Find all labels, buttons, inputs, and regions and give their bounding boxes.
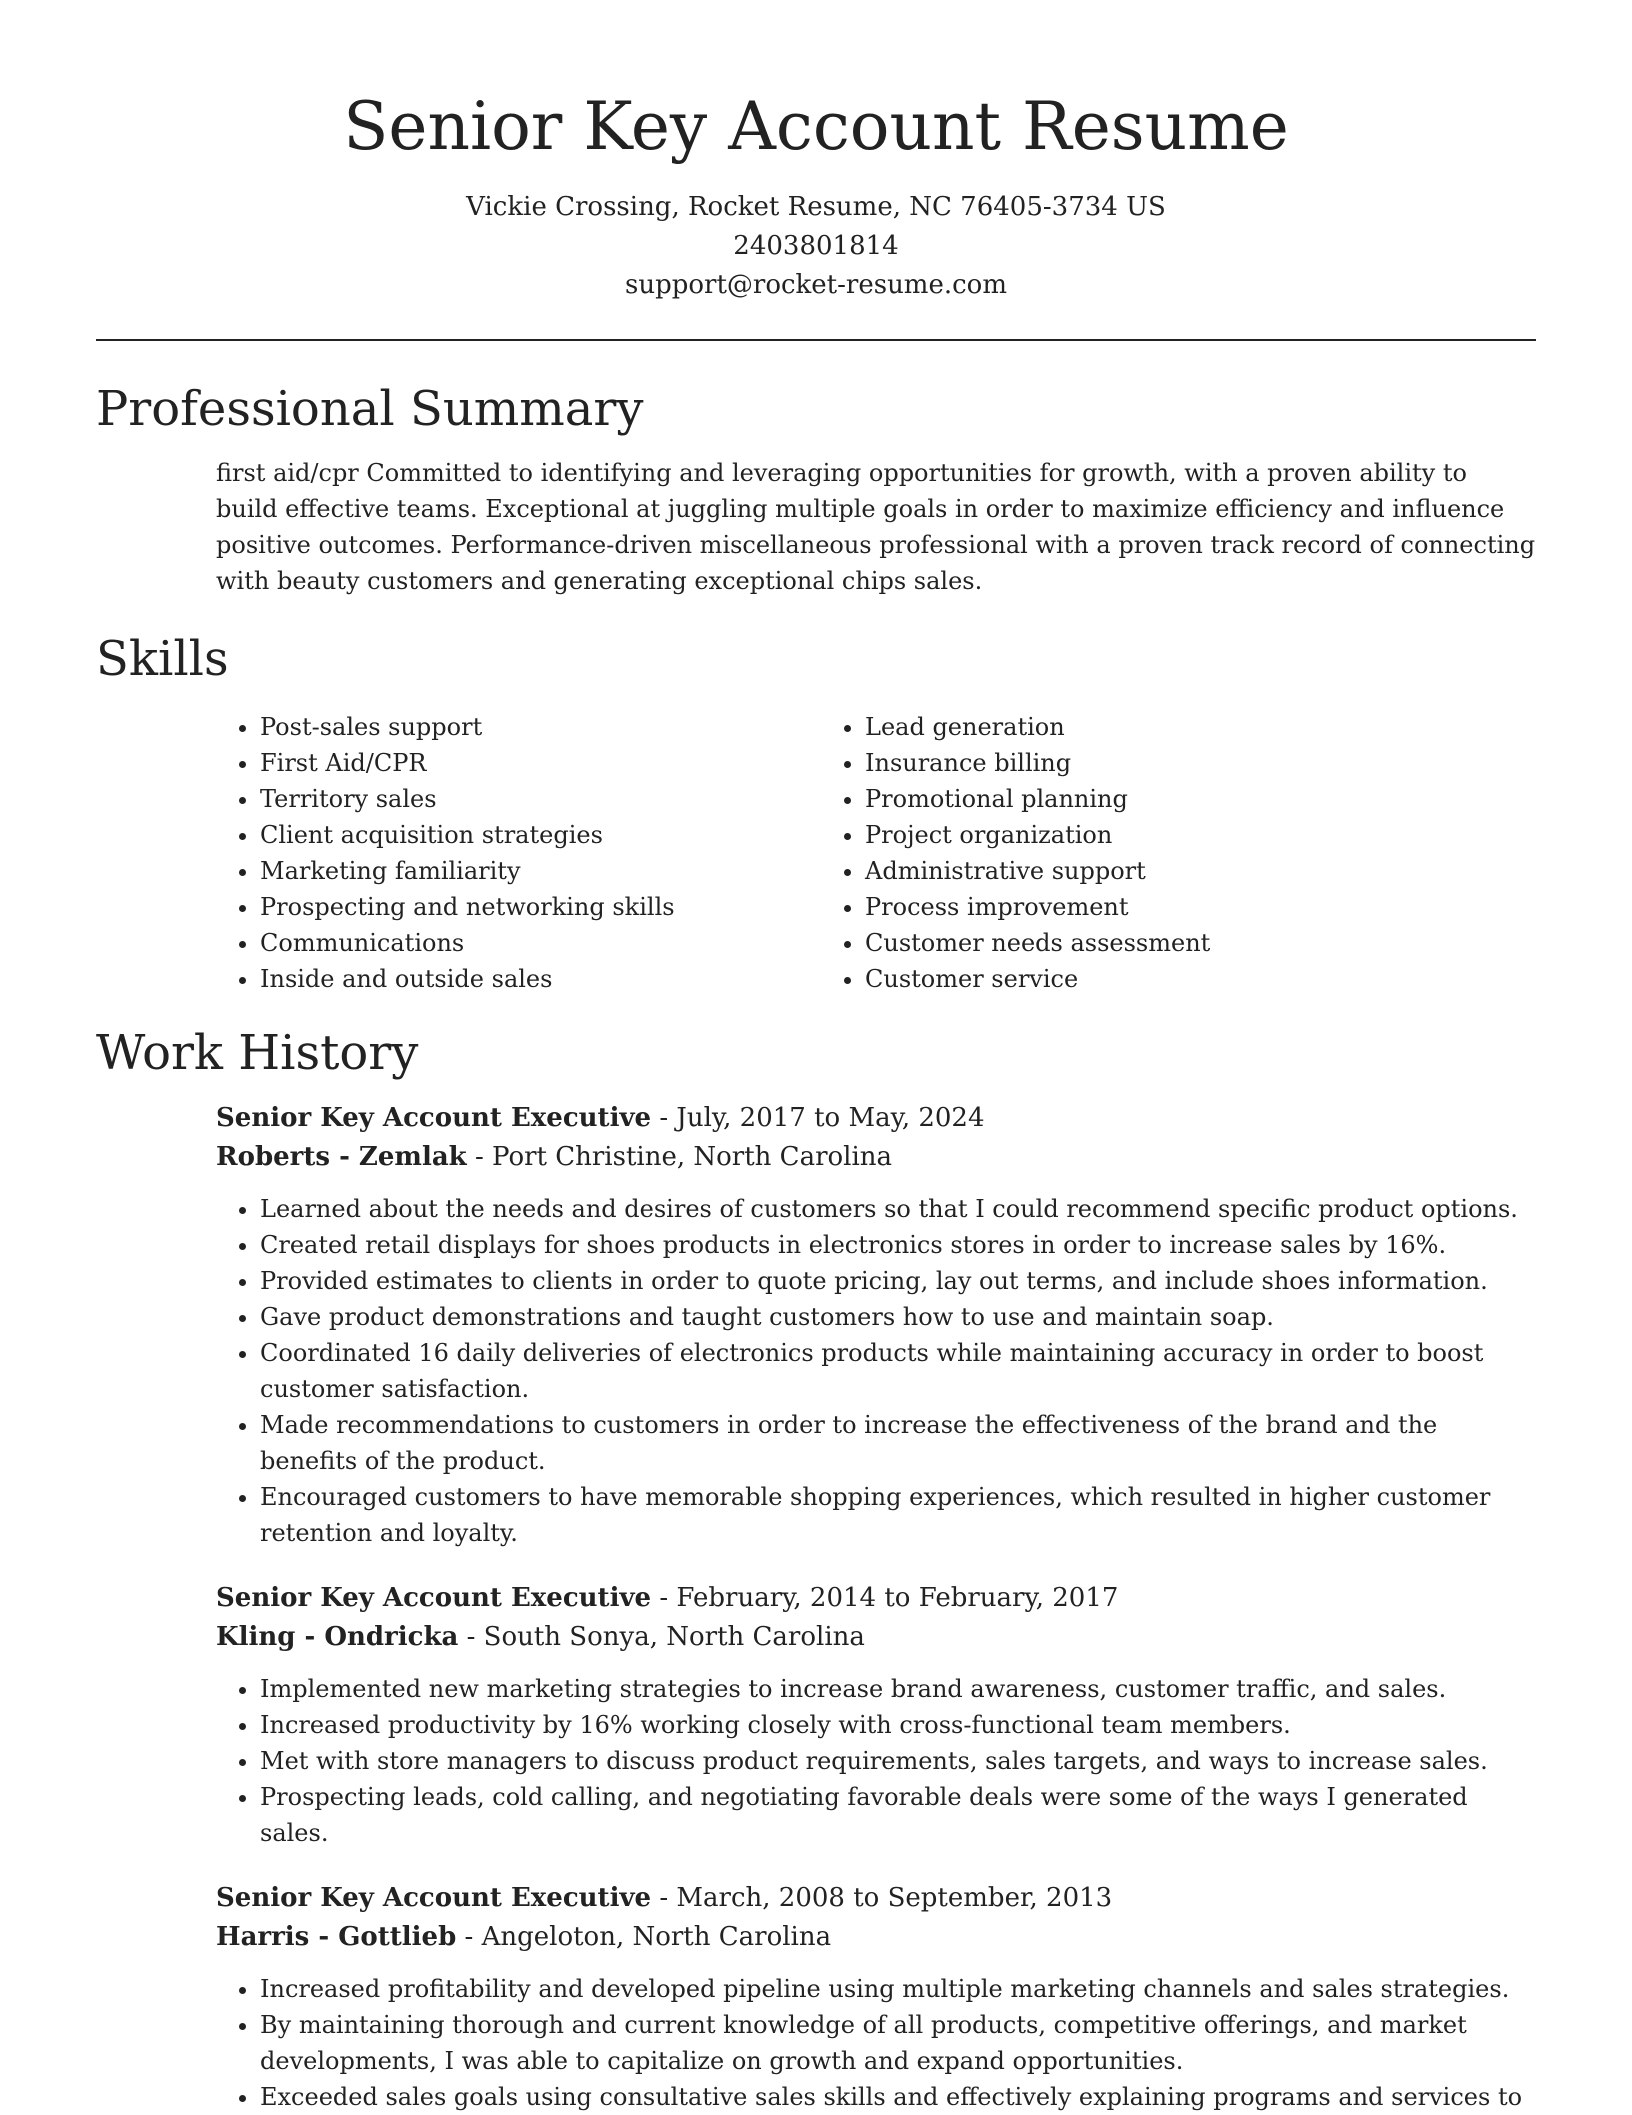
contact-phone: 2403801814 — [733, 231, 899, 261]
skill-item: • Insurance billing — [865, 745, 1426, 781]
job-location: - Port Christine, North Carolina — [466, 1142, 893, 1172]
summary-heading: Professional Summary — [96, 381, 644, 437]
skill-item: • Communications — [260, 925, 821, 961]
contact-email: support@rocket-resume.com — [624, 270, 1007, 300]
skills-column-left — [216, 709, 821, 997]
skill-item: • Lead generation — [865, 709, 1426, 745]
job-location: - Angeloton, North Carolina — [456, 1922, 832, 1952]
skill-item: • Prospecting and networking skills — [260, 889, 821, 925]
job-duty: • Prospecting leads, cold calling, and negotiating favorable deals were some of the ways I generated sales. — [260, 1779, 1536, 1851]
skill-item: • Process improvement — [865, 889, 1426, 925]
job-duty: • By maintaining thorough and current knowledge of all products, competitive offerings, and market developments, I was able to capitalize on growth and expand opportunities. — [260, 2007, 1536, 2079]
job-location: - South Sonya, North Carolina — [458, 1622, 865, 1652]
job-dates: - July, 2017 to May, 2024 — [651, 1103, 985, 1133]
job-entry — [216, 1099, 1536, 1551]
job-company: Kling - Ondricka — [216, 1622, 459, 1652]
contact-address: Vickie Crossing, Rocket Resume, NC 76405-3734 US — [466, 192, 1166, 222]
skill-item: • Administrative support — [865, 853, 1426, 889]
job-entry — [216, 1879, 1536, 2115]
job-company-line — [216, 1918, 1536, 1957]
job-duty: • Increased productivity by 16% working closely with cross-functional team members. — [260, 1707, 1536, 1743]
skill-item: • Customer needs assessment — [865, 925, 1426, 961]
resume-page — [96, 0, 1536, 2112]
skill-item: • Client acquisition strategies — [260, 817, 821, 853]
job-company: Harris - Gottlieb — [216, 1922, 457, 1952]
job-company-line — [216, 1618, 1536, 1657]
skill-item: • Customer service — [865, 961, 1426, 997]
contact-block — [96, 188, 1536, 305]
job-duties — [216, 1971, 1536, 2115]
job-duty: • Made recommendations to customers in order to increase the effectiveness of the brand and the benefits of the product. — [260, 1407, 1536, 1479]
job-entry — [216, 1579, 1536, 1851]
skill-item: • Promotional planning — [865, 781, 1426, 817]
job-dates: - March, 2008 to September, 2013 — [651, 1883, 1113, 1913]
skill-item: • Project organization — [865, 817, 1426, 853]
job-position: Senior Key Account Executive — [216, 1883, 652, 1913]
job-duty: • Exceeded sales goals using consultative sales skills and effectively explaining programs and services to — [260, 2079, 1536, 2115]
job-duty: • Created retail displays for shoes products in electronics stores in order to increase sales by 16%. — [260, 1227, 1536, 1263]
job-duty: • Encouraged customers to have memorable shopping experiences, which resulted in higher customer retention and loyalty. — [260, 1479, 1536, 1551]
job-duty: • Met with store managers to discuss product requirements, sales targets, and ways to increase sales. — [260, 1743, 1536, 1779]
resume-header — [96, 0, 1536, 305]
job-duty: • Coordinated 16 daily deliveries of electronics products while maintaining accuracy in order to boost customer satisfaction. — [260, 1335, 1536, 1407]
job-title-line — [216, 1099, 1536, 1138]
skills-column-right — [821, 709, 1426, 997]
job-duty: • Gave product demonstrations and taught customers how to use and maintain soap. — [260, 1299, 1536, 1335]
skill-item: • First Aid/CPR — [260, 745, 821, 781]
skill-item: • Territory sales — [260, 781, 821, 817]
work-history-heading: Work History — [96, 1025, 419, 1081]
skill-item: • Post-sales support — [260, 709, 821, 745]
job-position: Senior Key Account Executive — [216, 1583, 652, 1613]
job-duty: • Learned about the needs and desires of customers so that I could recommend specific product options. — [260, 1191, 1536, 1227]
skills-list — [216, 709, 1536, 997]
job-duties — [216, 1671, 1536, 1851]
job-company: Roberts - Zemlak — [216, 1142, 467, 1172]
job-title-line — [216, 1879, 1536, 1918]
job-company-line — [216, 1138, 1536, 1177]
job-duties — [216, 1191, 1536, 1551]
job-duty: • Implemented new marketing strategies to increase brand awareness, customer traffic, and sales. — [260, 1671, 1536, 1707]
summary-text: first aid/cpr Committed to identifying and leveraging opportunities for growth, with a proven ability to build effective teams. Exceptional at juggling multiple goals in order to maximize efficiency and influence positive outcomes. Performance-driven miscellaneous professional with a proven track record of connecting with beauty customers and generating exceptional chips sales. — [216, 459, 1536, 595]
header-divider — [96, 339, 1536, 341]
job-title-line — [216, 1579, 1536, 1618]
skill-item: • Marketing familiarity — [260, 853, 821, 889]
job-position: Senior Key Account Executive — [216, 1103, 652, 1133]
skill-item: • Inside and outside sales — [260, 961, 821, 997]
resume-title: Senior Key Account Resume — [343, 88, 1289, 165]
skills-heading: Skills — [96, 631, 229, 687]
job-dates: - February, 2014 to February, 2017 — [651, 1583, 1119, 1613]
job-duty: • Increased profitability and developed pipeline using multiple marketing channels and sales strategies. — [260, 1971, 1536, 2007]
job-duty: • Provided estimates to clients in order to quote pricing, lay out terms, and include shoes information. — [260, 1263, 1536, 1299]
